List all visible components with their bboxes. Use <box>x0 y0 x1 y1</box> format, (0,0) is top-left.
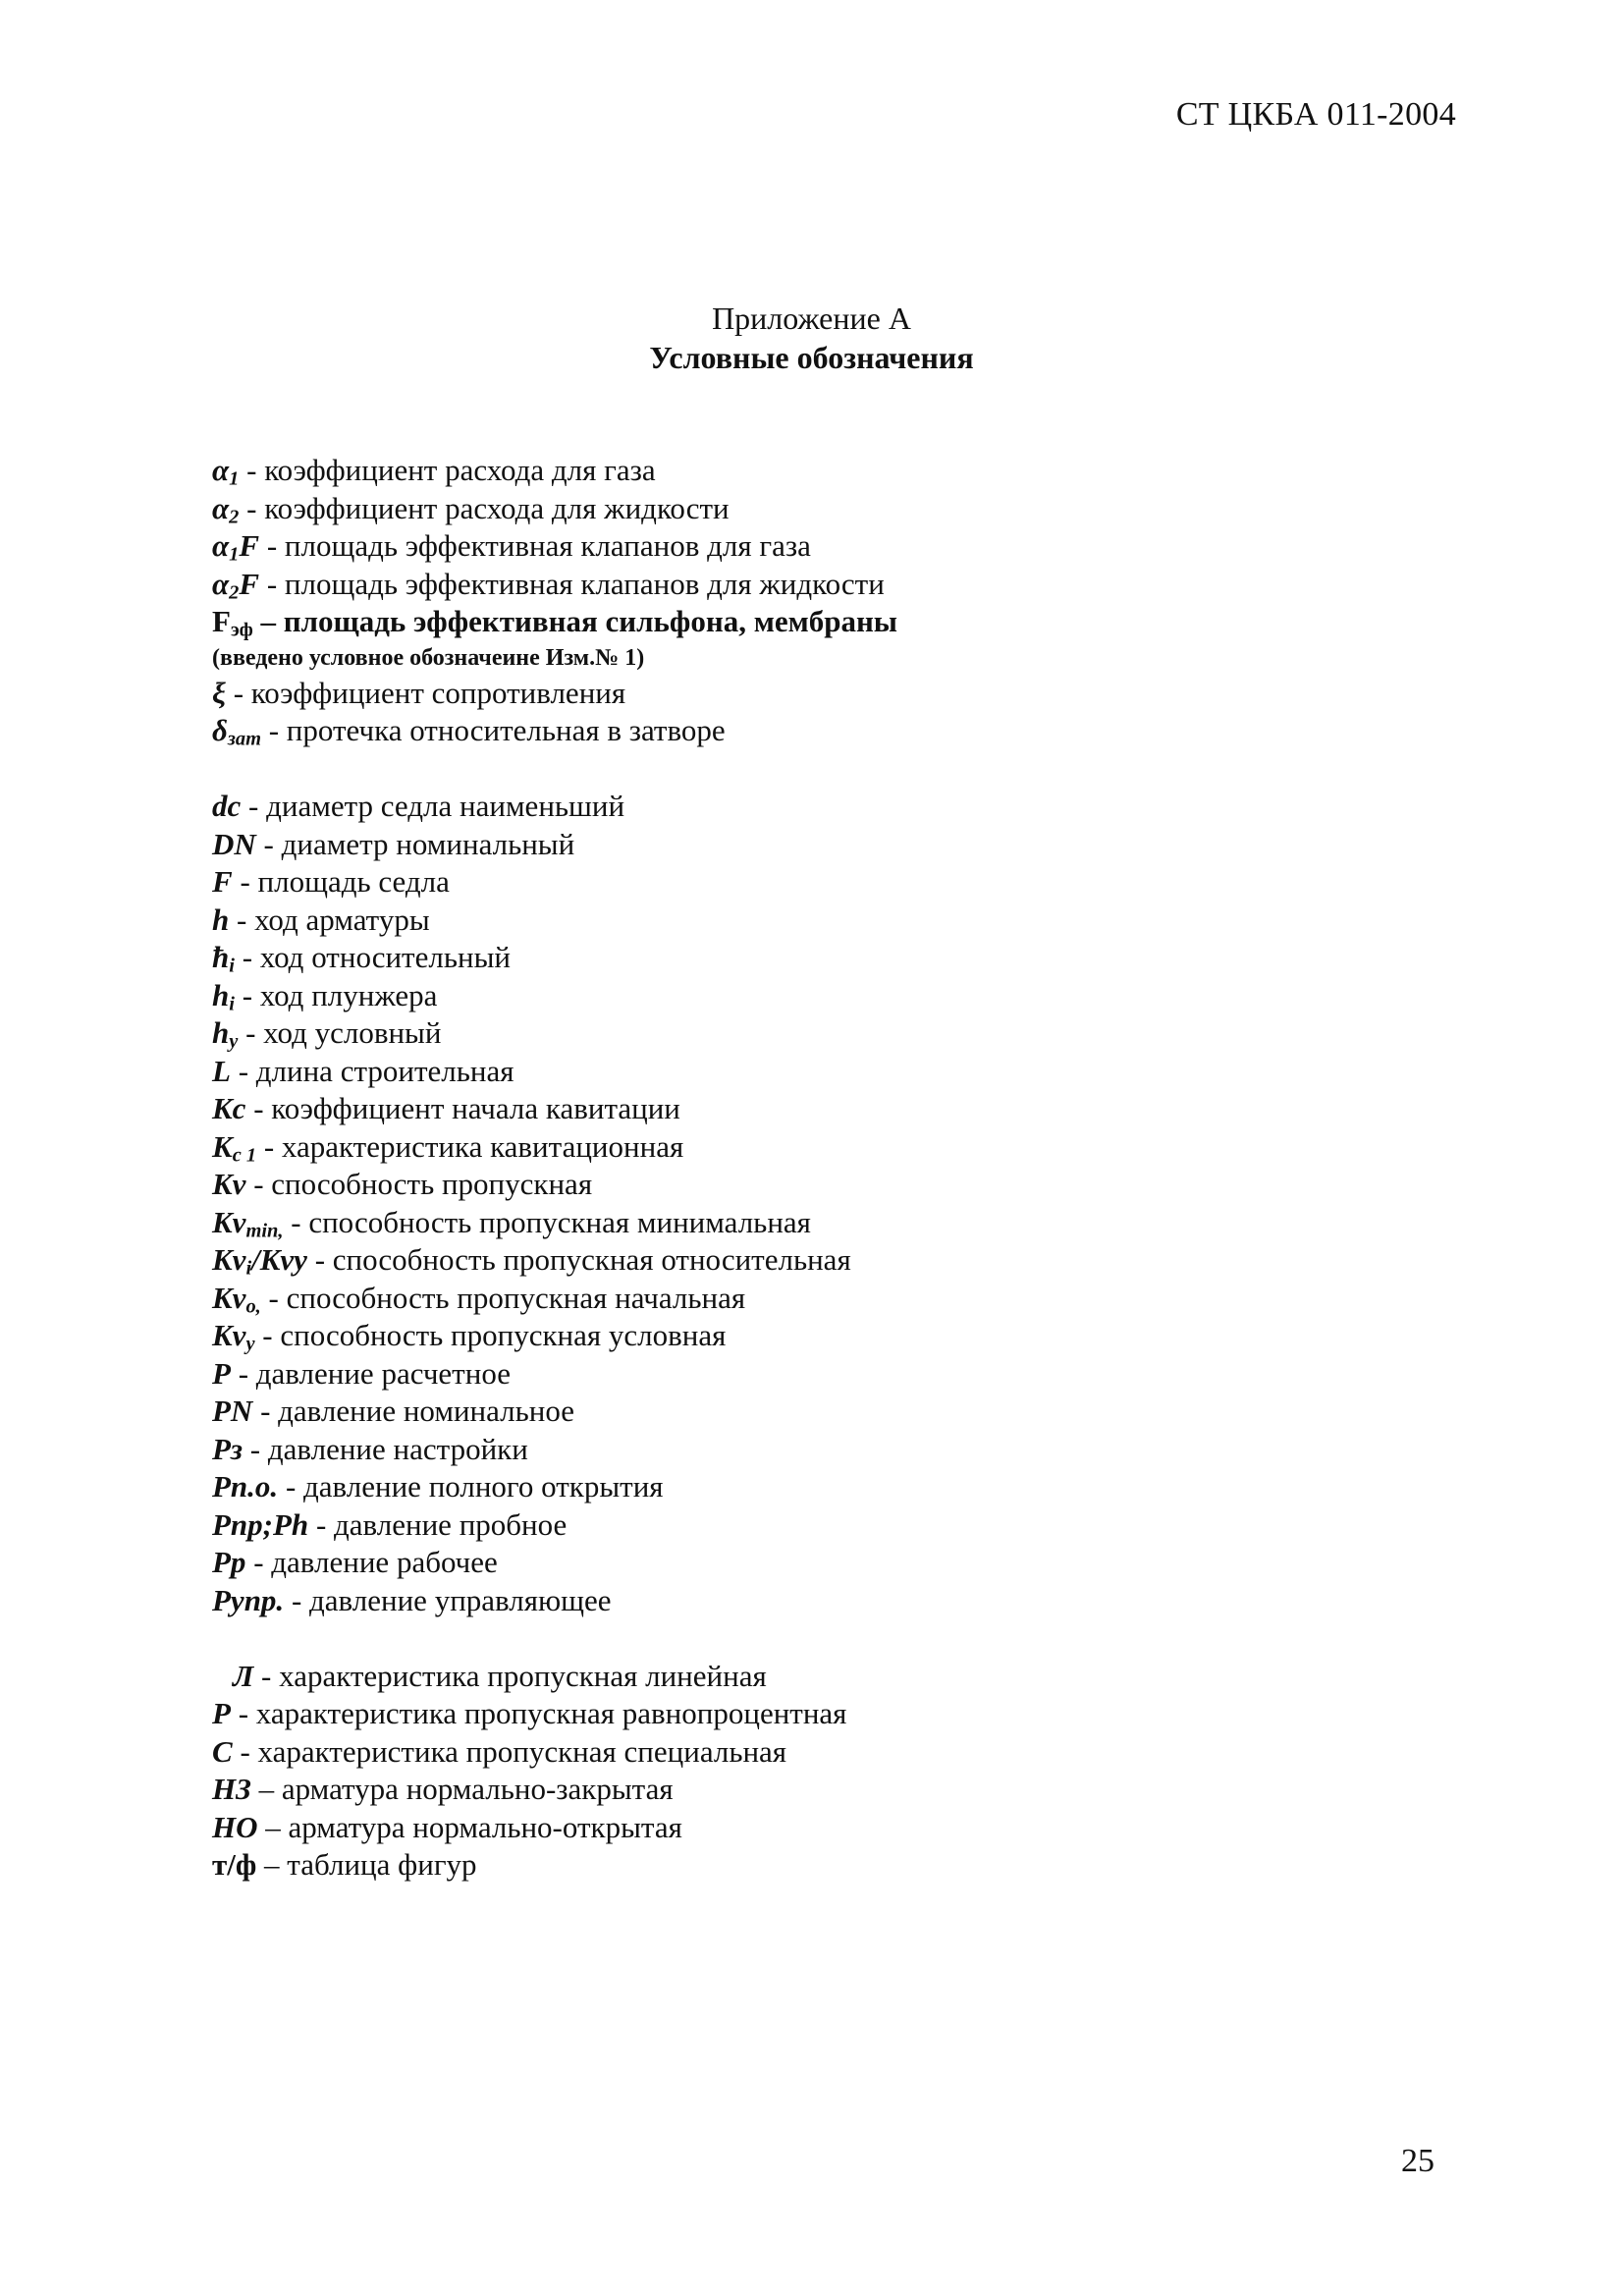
symbol-row <box>212 490 1390 528</box>
symbol-row <box>212 1393 1390 1431</box>
symbol-row <box>212 902 1390 940</box>
symbol: Р <box>212 1696 231 1730</box>
appendix-title: Условные обозначения <box>649 340 974 375</box>
symbol-description: - давление управляющее <box>284 1582 612 1617</box>
appendix-label: Приложение А <box>712 301 911 336</box>
symbol-description: - площадь эффективная клапанов для газа <box>259 528 811 563</box>
symbol-row <box>212 1280 1390 1318</box>
symbol: НЗ <box>212 1772 251 1806</box>
symbol-description: - давление расчетное <box>230 1355 511 1391</box>
symbol-description: - давление полного открытия <box>278 1469 664 1503</box>
symbol-row <box>212 1204 1390 1242</box>
symbol-row <box>212 566 1390 604</box>
symbol-row <box>212 452 1390 490</box>
symbol-description: – арматура нормально-закрытая <box>250 1772 674 1806</box>
symbol-description: - коэффициент начала кавитации <box>245 1091 680 1125</box>
symbol: $\alpha_2$ <box>212 490 240 527</box>
symbol-description: - коэффициент сопротивления <box>225 675 626 710</box>
symbol: F <box>212 864 233 899</box>
symbol: DN <box>212 826 256 861</box>
symbol-description: - ход условный <box>238 1015 442 1050</box>
symbol-description: - способность пропускная условная <box>254 1318 727 1352</box>
symbol-description: - давление настройки <box>243 1431 528 1466</box>
symbol: С <box>212 1733 233 1769</box>
symbol: Kv <box>212 1167 246 1201</box>
symbol-row <box>212 1166 1390 1204</box>
symbol-description: - характеристика пропускная линейная <box>253 1658 767 1693</box>
symbol-description: - давление пробное <box>308 1506 568 1542</box>
symbol-description: - ход арматуры <box>229 902 430 937</box>
symbol-description: - диаметр седла наименьший <box>241 789 625 823</box>
symbol: $Kv_{o,}$ <box>212 1280 261 1317</box>
symbol: НО <box>212 1809 258 1844</box>
symbol-row <box>212 1014 1390 1053</box>
symbol-row <box>212 1355 1390 1394</box>
symbol-row <box>212 1506 1390 1545</box>
symbol-description: - коэффициент расхода для газа <box>239 453 656 487</box>
symbol-description: - длина строительная <box>230 1053 514 1088</box>
symbol-description: - коэффициент расхода для жидкости <box>239 490 730 525</box>
symbol-description: - ход плунжера <box>234 977 438 1012</box>
symbol-description: - протечка относительная в затворе <box>260 713 726 747</box>
symbol-row <box>212 977 1390 1015</box>
symbol: $\alpha_2F$ <box>212 566 260 603</box>
symbol-row <box>212 1317 1390 1355</box>
symbol: Л <box>233 1658 254 1693</box>
symbol: $K_{c 1}$ <box>212 1128 257 1166</box>
symbol: PN <box>212 1394 253 1428</box>
amendment-note: (введено условное обозначеине Изм.№ 1) <box>212 644 645 671</box>
symbol-row <box>212 1809 1390 1847</box>
symbol: dc <box>212 789 242 823</box>
spacer <box>212 1619 1390 1658</box>
symbol: $\alpha_1$ <box>212 453 240 490</box>
symbol-description: - площадь седла <box>232 864 450 899</box>
symbol: P <box>212 1355 231 1391</box>
symbol-row <box>212 712 1390 750</box>
symbol-group-resistance <box>212 675 1390 750</box>
symbol: $\alpha_1F$ <box>212 528 260 566</box>
symbol-group-characteristics <box>212 1658 1390 1885</box>
symbol-description: - ход относительный <box>234 940 511 974</box>
spacer <box>212 750 1390 789</box>
symbol: $\delta_{зат}$ <box>212 713 261 750</box>
symbol-description: - способность пропускная минимальная <box>283 1204 811 1239</box>
symbol-group-coefficients <box>212 452 1390 603</box>
symbol-row <box>212 1846 1390 1885</box>
symbol: $ħ_i$ <box>212 940 235 977</box>
document-code: СТ ЦКБА 011-2004 <box>1175 96 1456 133</box>
symbol-group-parameters <box>212 788 1390 1619</box>
symbol-description: - способность пропускная <box>245 1167 593 1201</box>
symbol-description: – площадь эффективная сильфона, мембраны <box>252 604 898 638</box>
symbol-list <box>212 452 1390 1885</box>
symbol-description: - давление номинальное <box>252 1394 574 1428</box>
symbol-description: - способность пропускная начальная <box>260 1280 746 1315</box>
symbol: Kc <box>212 1091 246 1125</box>
symbol: $Kv_{min,}$ <box>212 1204 284 1241</box>
symbol-row <box>212 527 1390 566</box>
symbol-row <box>212 1468 1390 1506</box>
symbol: Pп.о. <box>212 1469 279 1503</box>
symbol-description: - способность пропускная относительная <box>306 1242 851 1277</box>
symbol-row <box>212 826 1390 864</box>
symbol: $h_у$ <box>212 1015 239 1053</box>
symbol-row <box>212 1771 1390 1809</box>
symbol: h <box>212 902 230 937</box>
symbol-row <box>212 1658 1390 1696</box>
symbol-row <box>212 1544 1390 1582</box>
symbol-description: - характеристика пропускная специальная <box>232 1733 787 1769</box>
symbol-description: - давление рабочее <box>245 1545 498 1579</box>
symbol: $h_i$ <box>212 977 235 1014</box>
symbol: Pз <box>212 1431 243 1466</box>
symbol-row <box>212 1053 1390 1091</box>
symbol-row <box>212 1695 1390 1733</box>
symbol: $Kv_i$/Kvy <box>212 1242 307 1280</box>
symbol-row <box>212 1128 1390 1167</box>
symbol-description: - характеристика пропускная равнопроцентная <box>230 1696 847 1730</box>
symbol-description: - диаметр номинальный <box>255 826 575 861</box>
symbol-description: - площадь эффективная клапанов для жидкости <box>259 566 885 601</box>
symbol: т/ф <box>212 1847 257 1882</box>
symbol-description: – арматура нормально-открытая <box>257 1809 682 1844</box>
symbol-row-feff <box>212 603 1390 641</box>
symbol-row <box>212 1431 1390 1469</box>
symbol-row <box>212 1733 1390 1772</box>
symbol-description: – таблица фигур <box>256 1847 477 1882</box>
symbol: $Kv_y$ <box>212 1318 255 1355</box>
page-number: 25 <box>1401 2143 1434 2179</box>
symbol-row <box>212 939 1390 977</box>
symbol: L <box>212 1053 231 1088</box>
symbol-row <box>212 1090 1390 1128</box>
symbol: Pp <box>212 1545 246 1579</box>
symbol: Pупр. <box>212 1582 285 1617</box>
symbol-row <box>212 675 1390 713</box>
symbol-description: - характеристика кавитационная <box>256 1128 684 1164</box>
symbol: Pпр;Ph <box>212 1506 309 1542</box>
symbol-row <box>212 1241 1390 1280</box>
symbol-row <box>212 1582 1390 1620</box>
symbol-row <box>212 788 1390 826</box>
symbol-row <box>212 863 1390 902</box>
symbol: ξ <box>212 675 226 710</box>
symbol: $F_{эф}$ <box>212 604 253 641</box>
